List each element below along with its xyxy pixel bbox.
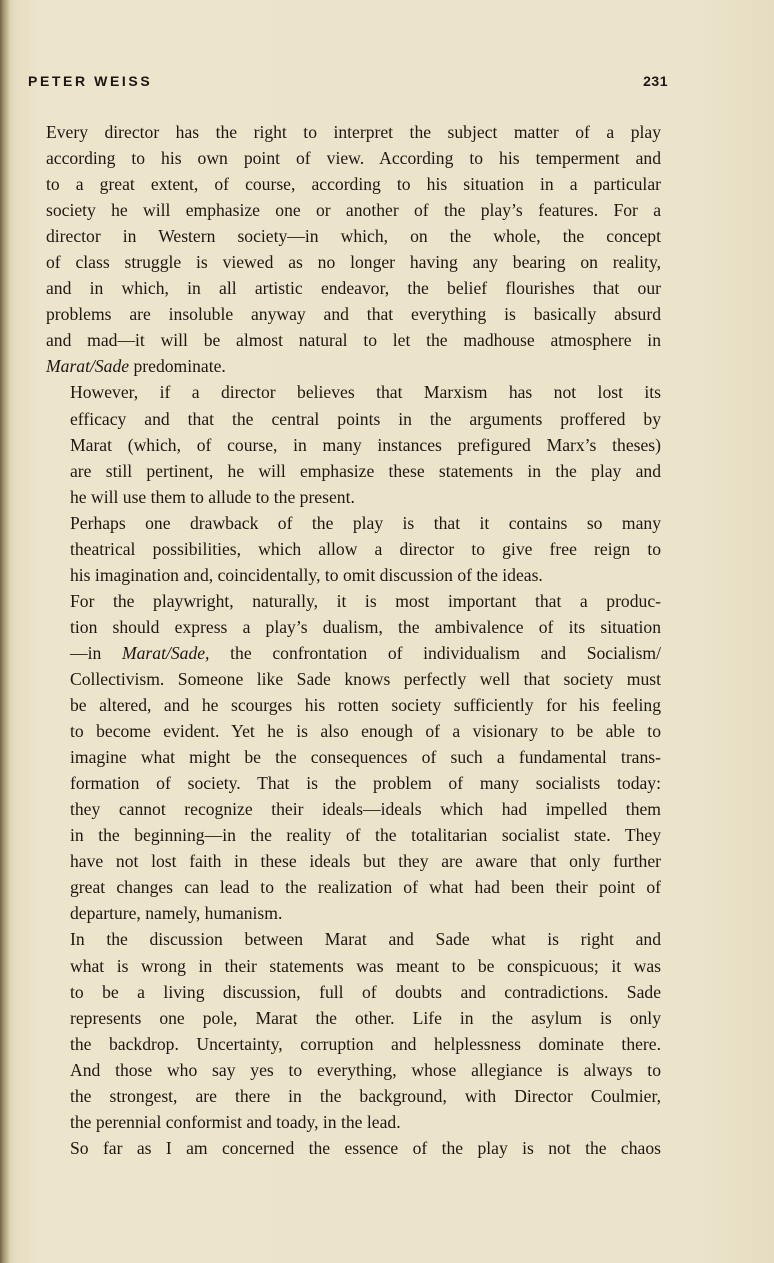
page-number: 231 [643, 73, 668, 89]
text-line: great changes can lead to the realization of what had been their point of [70, 877, 661, 898]
text-fragment: predominate. [129, 356, 226, 377]
text-line: they cannot recognize their ideals—ideals which had impelled them [70, 799, 661, 820]
paragraph [46, 510, 661, 588]
text-line: according to his own point of view. According to his temperment and [46, 148, 661, 169]
text-line: and in which, in all artistic endeavor, the belief flourishes that our [46, 278, 661, 299]
paragraph [46, 588, 661, 927]
text-line: departure, namely, humanism. [70, 903, 283, 924]
text-line: he will use them to allude to the present. [70, 486, 355, 507]
text-line: the backdrop. Uncertainty, corruption and helplessness dominate there. [70, 1033, 661, 1054]
text-line: Perhaps one drawback of the play is that it contains so many [70, 512, 661, 533]
text-line: Collectivism. Someone like Sade knows perfectly well that society must [70, 668, 661, 689]
text-line: formation of society. That is the problem of many socialists today: [70, 773, 661, 794]
text-line: to be a living discussion, full of doubts and contradictions. Sade [70, 981, 661, 1002]
text-line: are still pertinent, he will emphasize these statements in the play and [70, 460, 661, 481]
text-line: of class struggle is viewed as no longer having any bearing on reality, [46, 252, 661, 273]
text-line: be altered, and he scourges his rotten society sufficiently for his feeling [70, 695, 661, 716]
text-line: his imagination and, coincidentally, to omit discussion of the ideas. [70, 564, 543, 585]
running-head-author: PETER WEISS [28, 73, 153, 89]
text-line: to a great extent, of course, according to his situation in a particular [46, 174, 661, 195]
text-fragment: the confrontation of individualism and Socialism/ [209, 642, 661, 663]
paragraph [46, 926, 661, 1134]
text-line: In the discussion between Marat and Sade what is right and [70, 929, 661, 950]
text-fragment: —in [70, 642, 122, 663]
play-title: Marat/Sade, [121, 642, 210, 663]
text-line: director in Western society—in which, on the whole, the concept [46, 226, 661, 247]
text-line: efficacy and that the central points in the arguments proffered by [70, 408, 661, 429]
play-title: Marat/Sade [46, 356, 130, 377]
text-line: However, if a director believes that Marxism has not lost its [70, 382, 661, 403]
text-line: imagine what might be the consequences of such a fundamental trans- [70, 747, 661, 768]
paragraph [46, 1135, 661, 1161]
text-line: Every director has the right to interpret the subject matter of a play [46, 122, 661, 142]
text-line: and mad—it will be almost natural to let the madhouse atmosphere in [46, 330, 661, 351]
text-line: have not lost faith in these ideals but they are aware that only further [70, 851, 661, 872]
text-line: So far as I am concerned the essence of the play is not the chaos [70, 1137, 661, 1158]
text-line: to become evident. Yet he is also enough of a visionary to be able to [70, 721, 661, 742]
paragraph [46, 379, 661, 509]
text-line: represents one pole, Marat the other. Life in the asylum is only [70, 1007, 661, 1028]
text-line: what is wrong in their statements was meant to be conspicuous; it was [70, 955, 661, 976]
text-line: the strongest, are there in the background, with Director Coulmier, [70, 1085, 661, 1106]
text-line: theatrical possibilities, which allow a director to give free reign to [70, 538, 661, 559]
text-line: And those who say yes to everything, whose allegiance is always to [70, 1059, 661, 1080]
text-line: society he will emphasize one or another of the play’s features. For a [46, 200, 661, 221]
text-line: Marat (which, of course, in many instances prefigured Marx’s theses) [70, 434, 661, 455]
running-head [28, 73, 668, 97]
text-line: problems are insoluble anyway and that everything is basically absurd [46, 304, 661, 325]
text-line: tion should express a play’s dualism, the ambivalence of its situation [70, 616, 661, 637]
body-text [46, 119, 661, 1161]
text-line: For the playwright, naturally, it is most important that a produc- [70, 590, 661, 611]
spine-shadow [0, 0, 10, 1263]
paragraph [46, 119, 661, 379]
text-line: in the beginning—in the reality of the totalitarian socialist state. They [70, 825, 661, 846]
text-line [46, 353, 661, 379]
text-line: the perennial conformist and toady, in the lead. [70, 1111, 401, 1132]
text-line [46, 640, 661, 666]
